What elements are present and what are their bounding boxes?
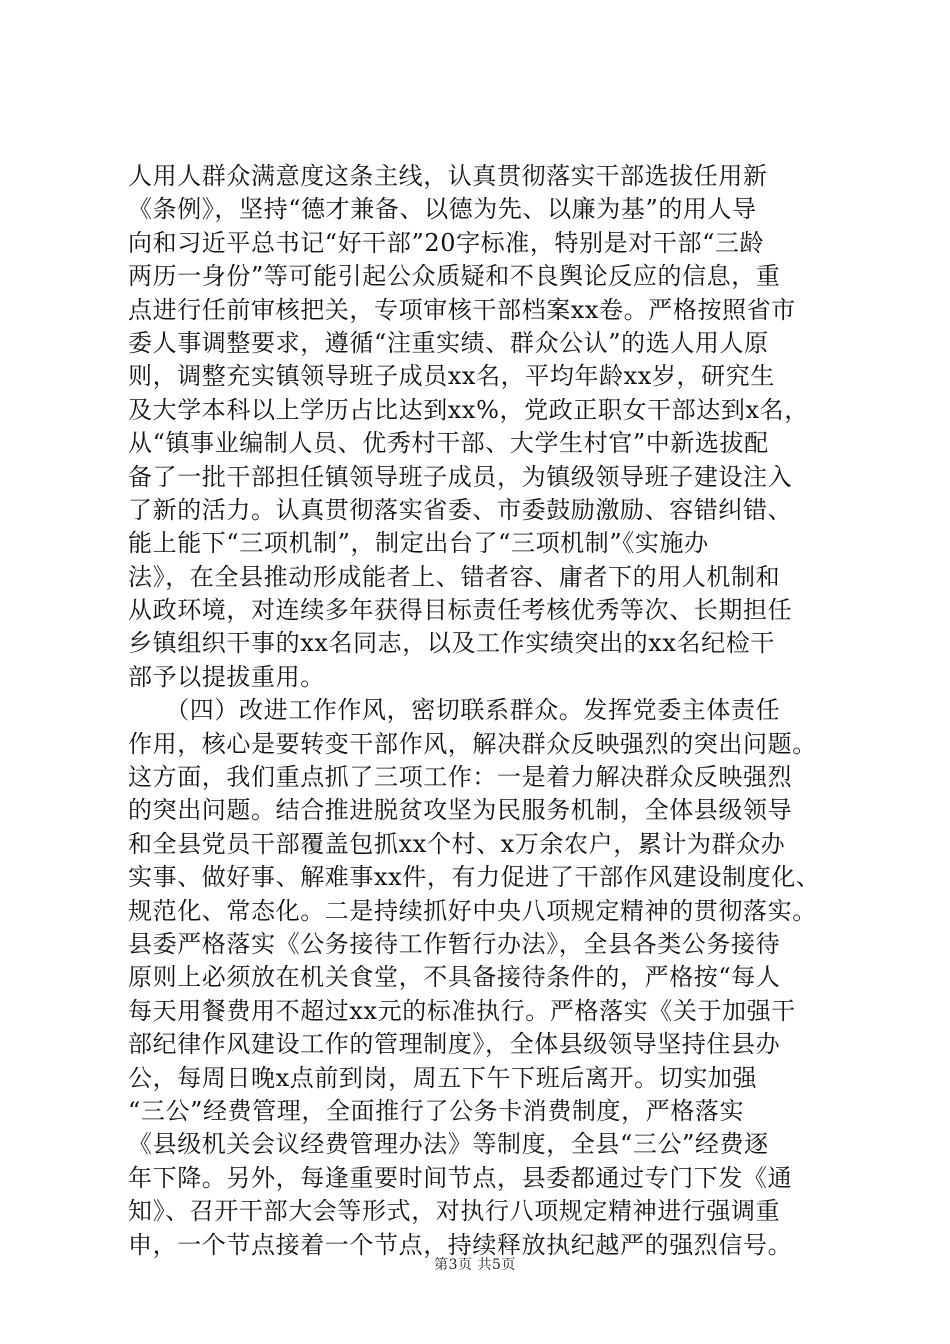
- text-line: 乡镇组织干事的xx名同志，以及工作实绩突出的xx名纪检干: [128, 629, 775, 658]
- text-line: 申，一个节点接着一个节点，持续释放执纪越严的强烈信号。: [128, 1230, 793, 1259]
- text-line: 人用人群众满意度这条主线，认真贯彻落实干部选拔任用新: [128, 162, 768, 190]
- text-line: （四）改进工作作风，密切联系群众。发挥党委主体责任: [128, 696, 781, 725]
- text-line: “三公”经费管理，全面推行了公务卡消费制度，严格落实: [128, 1096, 745, 1125]
- text-line: 从“镇事业编制人员、优秀村干部、大学生村官”中新选拔配: [128, 429, 769, 458]
- text-line: 备了一批干部担任镇领导班子成员，为镇级领导班子建设注入: [128, 462, 793, 491]
- text-line: 及大学本科以上学历占比达到xx%，党政正职女干部达到x名，: [128, 395, 809, 424]
- text-line: 县委严格落实《公务接待工作暂行办法》，全县各类公务接待: [128, 929, 781, 958]
- text-line: 两历一身份”等可能引起公众质疑和不良舆论反应的信息，重: [128, 262, 781, 291]
- text-line: 年下降。另外，每逢重要时间节点，县委都通过专门下发《通: [128, 1163, 793, 1192]
- text-line: 《县级机关会议经费管理办法》等制度，全县“三公”经费逐: [128, 1130, 769, 1159]
- text-line: 知》、召开干部大会等形式，对执行八项规定精神进行强调重: [128, 1197, 781, 1226]
- text-line: 从政环境，对连续多年获得目标责任考核优秀等次、长期担任: [128, 596, 793, 625]
- text-line: 点进行任前审核把关，专项审核干部档案xx卷。严格按照省市: [128, 295, 796, 324]
- page-number-footer: 第3页 共5页: [434, 1257, 516, 1273]
- text-line: 公，每周日晚x点前到岗，周五下午下班后离开。切实加强: [128, 1063, 758, 1092]
- text-line: 向和习近平总书记“好干部”20字标准，特别是对干部“三龄: [128, 228, 765, 257]
- text-line: 委人事调整要求，遵循“注重实绩、群众公认”的选人用人原: [128, 328, 769, 357]
- text-line: 《条例》，坚持“德才兼备、以德为先、以廉为基”的用人导: [128, 195, 757, 224]
- text-line: 的突出问题。结合推进脱贫攻坚为民服务机制，全体县级领导: [128, 796, 793, 825]
- text-line: 作用，核心是要转变干部作风，解决群众反映强烈的突出问题。: [128, 729, 817, 758]
- text-line: 这方面，我们重点抓了三项工作：一是着力解决群众反映强烈: [128, 763, 793, 792]
- text-line: 能上能下“三项机制”，制定出台了“三项机制”《实施办: [128, 529, 709, 558]
- text-line: 规范化、常态化。二是持续抓好中央八项规定精神的贯彻落实。: [128, 896, 817, 925]
- document-body: [128, 160, 838, 1262]
- text-line: 法》，在全县推动形成能者上、错者容、庸者下的用人机制和: [128, 562, 781, 591]
- text-line: 实事、做好事、解难事xx件，有力促进了干部作风建设制度化、: [128, 863, 821, 892]
- text-line: 了新的活力。认真贯彻落实省委、市委鼓励激励、容错纠错、: [128, 495, 793, 524]
- text-line: 每天用餐费用不超过xx元的标准执行。严格落实《关于加强干: [128, 996, 796, 1025]
- text-line: 原则上必须放在机关食堂，不具备接待条件的，严格按“每人: [128, 963, 781, 992]
- text-line: 部予以提拔重用。: [128, 662, 325, 691]
- text-line: 部纪律作风建设工作的管理制度》，全体县级领导坚持住县办: [128, 1030, 781, 1059]
- text-line: 和全县党员干部覆盖包抓xx个村、x万余农户，累计为群众办: [128, 829, 786, 858]
- text-line: 则，调整充实镇领导班子成员xx名，平均年龄xx岁，研究生: [128, 362, 775, 391]
